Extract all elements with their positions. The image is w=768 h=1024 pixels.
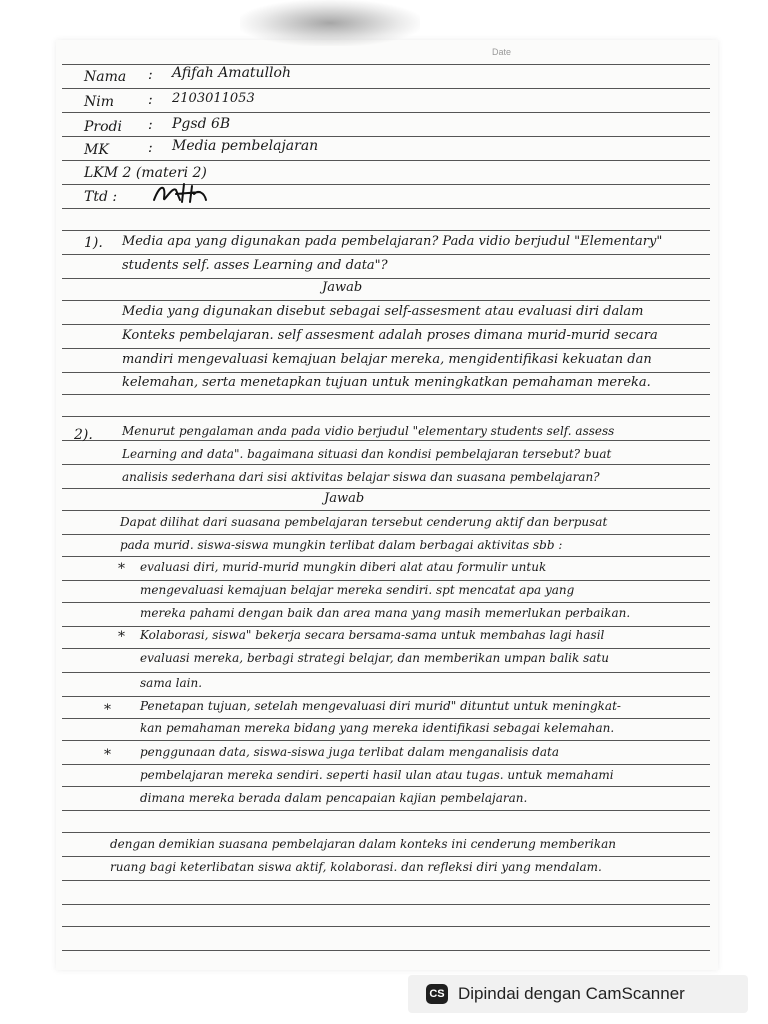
bullet-line: evaluasi diri, murid-murid mungkin diberi alat atau formulir untuk (140, 560, 547, 574)
ruled-line (62, 88, 710, 89)
ruled-line (62, 208, 710, 209)
camscanner-logo-icon: CS (426, 984, 448, 1004)
ruled-line (62, 672, 710, 673)
bullet-star: * (104, 747, 111, 763)
conclusion-line: dengan demikian suasana pembelajaran dalam konteks ini cenderung memberikan (110, 837, 617, 851)
ruled-line (62, 464, 710, 465)
ruled-line (62, 372, 710, 373)
ruled-line (62, 534, 710, 535)
ruled-line (62, 160, 710, 161)
bullet-line: Kolaborasi, siswa" bekerja secara bersama-sama untuk membahas lagi hasil (140, 628, 605, 642)
ruled-line (62, 394, 710, 395)
q1-line: students self. asses Learning and data"? (122, 258, 388, 273)
nama-value: Afifah Amatulloh (172, 65, 291, 81)
prodi-label: Prodi (84, 119, 122, 135)
lkm-label: LKM 2 (materi 2) (84, 165, 207, 181)
ruled-line (62, 510, 710, 511)
ruled-line (62, 880, 710, 881)
mk-value: Media pembelajaran (172, 138, 319, 154)
ruled-line (62, 230, 710, 231)
bullet-star: * (104, 702, 111, 718)
ruled-line (62, 64, 710, 65)
scan-shadow (240, 0, 420, 46)
bullet-line: pembelajaran mereka sendiri. seperti hasil ulan atau tugas. untuk memahami (140, 768, 614, 782)
ruled-line (62, 764, 710, 765)
nama-sep: : (148, 67, 153, 83)
mk-label: MK (84, 142, 109, 158)
bullet-line: Penetapan tujuan, setelah mengevaluasi diri murid" dituntut untuk meningkat- (140, 699, 621, 713)
ruled-line (62, 856, 710, 857)
bullet-line: kan pemahaman mereka bidang yang mereka identifikasi sebagai kelemahan. (140, 721, 615, 735)
q2-number: 2). (74, 427, 93, 443)
prodi-value: Pgsd 6B (172, 116, 231, 132)
nim-sep: : (148, 92, 153, 108)
q1-answer-line: Media yang digunakan disebut sebagai self-assesment atau evaluasi diri dalam (122, 304, 644, 319)
prodi-sep: : (148, 117, 153, 133)
ruled-line (62, 740, 710, 741)
ruled-line (62, 440, 710, 441)
ruled-line (62, 254, 710, 255)
ruled-line (62, 810, 710, 811)
nim-value: 2103011053 (172, 91, 255, 106)
camscanner-badge (408, 975, 748, 1013)
q2-answer-heading: Jawab (324, 491, 365, 506)
ruled-line (62, 696, 710, 697)
ruled-line (62, 556, 710, 557)
q1-line: Media apa yang digunakan pada pembelajaran? Pada vidio berjudul "Elementary" (122, 234, 663, 249)
ttd-label: Ttd : (84, 189, 118, 205)
q2-line: Learning and data". bagaimana situasi dan kondisi pembelajaran tersebut? buat (122, 447, 612, 461)
ruled-line (62, 786, 710, 787)
ruled-line (62, 832, 710, 833)
bullet-star: * (118, 561, 125, 577)
q1-answer-line: mandiri mengevaluasi kemajuan belajar mereka, mengidentifikasi kekuatan dan (122, 352, 652, 367)
bullet-star: * (118, 629, 125, 645)
ruled-line (62, 718, 710, 719)
ruled-line (62, 488, 710, 489)
camscanner-text: Dipindai dengan CamScanner (458, 984, 685, 1003)
q2-answer-line: pada murid. siswa-siswa mungkin terlibat dalam berbagai aktivitas sbb : (120, 538, 563, 552)
bullet-line: sama lain. (140, 676, 203, 690)
ruled-line (62, 950, 710, 951)
conclusion-line: ruang bagi keterlibatan siswa aktif, kolaborasi. dan refleksi diri yang mendalam. (110, 860, 602, 874)
q1-answer-heading: Jawab (322, 280, 363, 295)
bullet-line: mengevaluasi kemajuan belajar mereka sendiri. spt mencatat apa yang (140, 583, 575, 597)
nim-label: Nim (84, 94, 115, 110)
q2-line: Menurut pengalaman anda pada vidio berjudul "elementary students self. assess (122, 424, 615, 438)
ruled-line (62, 580, 710, 581)
mk-sep: : (148, 140, 153, 156)
q2-answer-line: Dapat dilihat dari suasana pembelajaran tersebut cenderung aktif dan berpusat (120, 515, 608, 529)
bullet-line: penggunaan data, siswa-siswa juga terlibat dalam menganalisis data (140, 745, 559, 759)
q1-number: 1). (84, 235, 103, 251)
ruled-line (62, 324, 710, 325)
ruled-line (62, 348, 710, 349)
ruled-line (62, 416, 710, 417)
q2-line: analisis sederhana dari sisi aktivitas belajar siswa dan suasana pembelajaran? (122, 470, 600, 484)
q1-answer-line: kelemahan, serta menetapkan tujuan untuk meningkatkan pemahaman mereka. (122, 375, 651, 390)
bullet-line: mereka pahami dengan baik dan area mana yang masih memerlukan perbaikan. (140, 606, 631, 620)
bullet-line: dimana mereka berada dalam pencapaian kajian pembelajaran. (140, 791, 528, 805)
ruled-line (62, 602, 710, 603)
ruled-line (62, 112, 710, 113)
ruled-line (62, 136, 710, 137)
ruled-line (62, 626, 710, 627)
nama-label: Nama (84, 69, 127, 85)
ruled-line (62, 904, 710, 905)
ruled-line (62, 278, 710, 279)
ruled-line (62, 926, 710, 927)
ruled-line (62, 648, 710, 649)
bullet-line: evaluasi mereka, berbagi strategi belajar, dan memberikan umpan balik satu (140, 651, 609, 665)
ruled-line (62, 300, 710, 301)
date-label: Date (492, 47, 512, 57)
signature-image (150, 180, 210, 206)
q1-answer-line: Konteks pembelajaran. self assesment adalah proses dimana murid-murid secara (122, 328, 658, 343)
